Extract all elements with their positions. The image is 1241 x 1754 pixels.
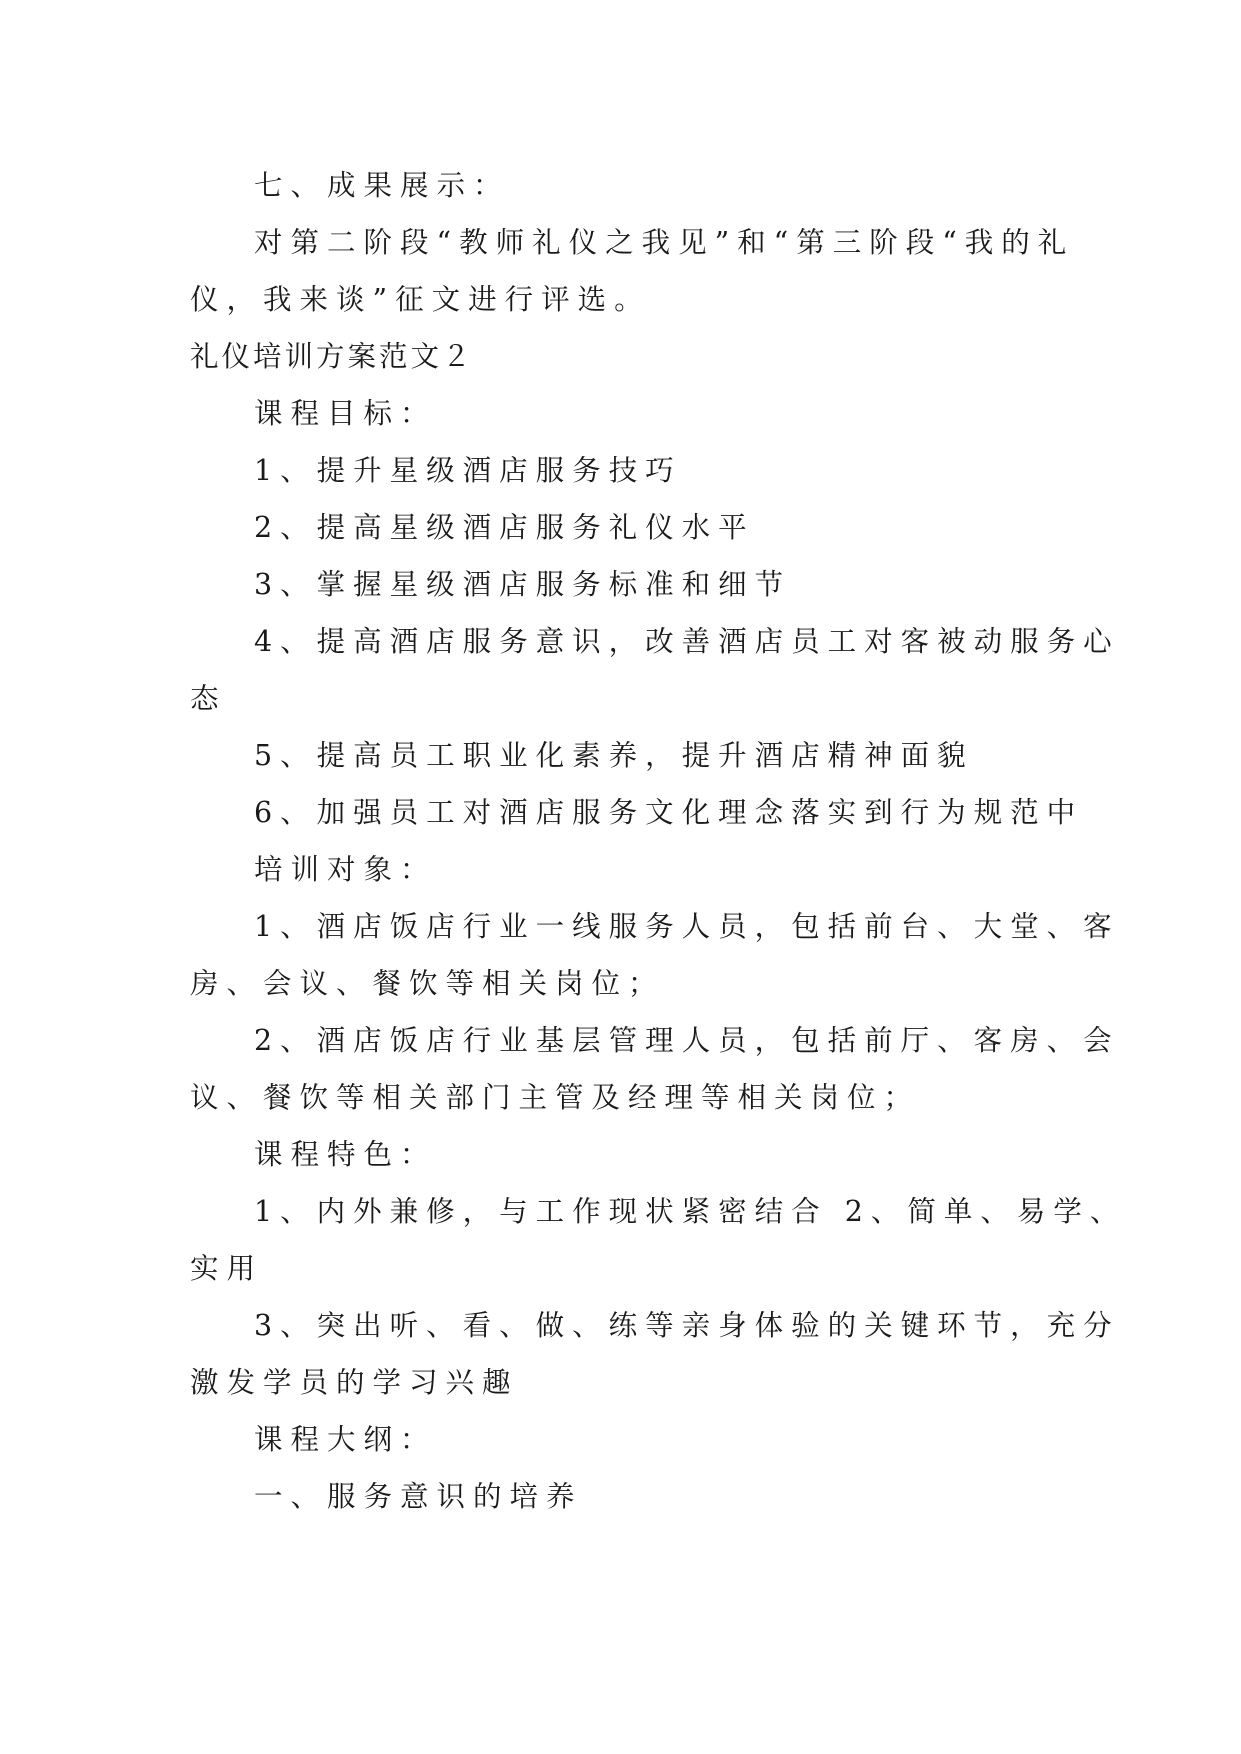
section-heading: 课程目标： [254, 397, 437, 430]
section-heading: 课程特色： [254, 1138, 437, 1171]
paragraph-line: 仪，我来谈”征文进行评选。 [190, 283, 651, 316]
document-title: 礼仪培训方案范文２ [190, 340, 474, 373]
list-item: 1、提升星级酒店服务技巧 [254, 454, 682, 487]
section-heading: 课程大纲： [254, 1423, 437, 1456]
section-heading: 七、成果展示： [254, 169, 510, 202]
list-item: 6、加强员工对酒店服务文化理念落实到行为规范中 [254, 796, 1084, 829]
list-item: 1、酒店饭店行业一线服务人员，包括前台、大堂、客 [254, 910, 1120, 943]
list-item: 3、掌握星级酒店服务标准和细节 [254, 568, 792, 601]
list-item: 1、内外兼修，与工作现状紧密结合 2、简单、易学、 [254, 1195, 1127, 1228]
list-item-continuation: 激发学员的学习兴趣 [190, 1366, 519, 1399]
list-item: 一、服务意识的培养 [254, 1480, 583, 1513]
list-item: 2、提高星级酒店服务礼仪水平 [254, 511, 755, 544]
list-item-continuation: 议、餐饮等相关部门主管及经理等相关岗位； [190, 1081, 921, 1114]
list-item-continuation: 实用 [190, 1252, 264, 1285]
list-item: 5、提高员工职业化素养，提升酒店精神面貌 [254, 739, 974, 772]
list-item-continuation: 房、会议、餐饮等相关岗位； [190, 967, 665, 1000]
section-heading: 培训对象： [254, 853, 437, 886]
list-item: 4、提高酒店服务意识，改善酒店员工对客被动服务心 [254, 625, 1120, 658]
list-item-continuation: 态 [190, 682, 227, 715]
paragraph-line: 对第二阶段“教师礼仪之我见”和“第三阶段“我的礼 [254, 226, 1075, 259]
list-item: 2、酒店饭店行业基层管理人员，包括前厅、客房、会 [254, 1024, 1120, 1057]
list-item: 3、突出听、看、做、练等亲身体验的关键环节，充分 [254, 1309, 1120, 1342]
